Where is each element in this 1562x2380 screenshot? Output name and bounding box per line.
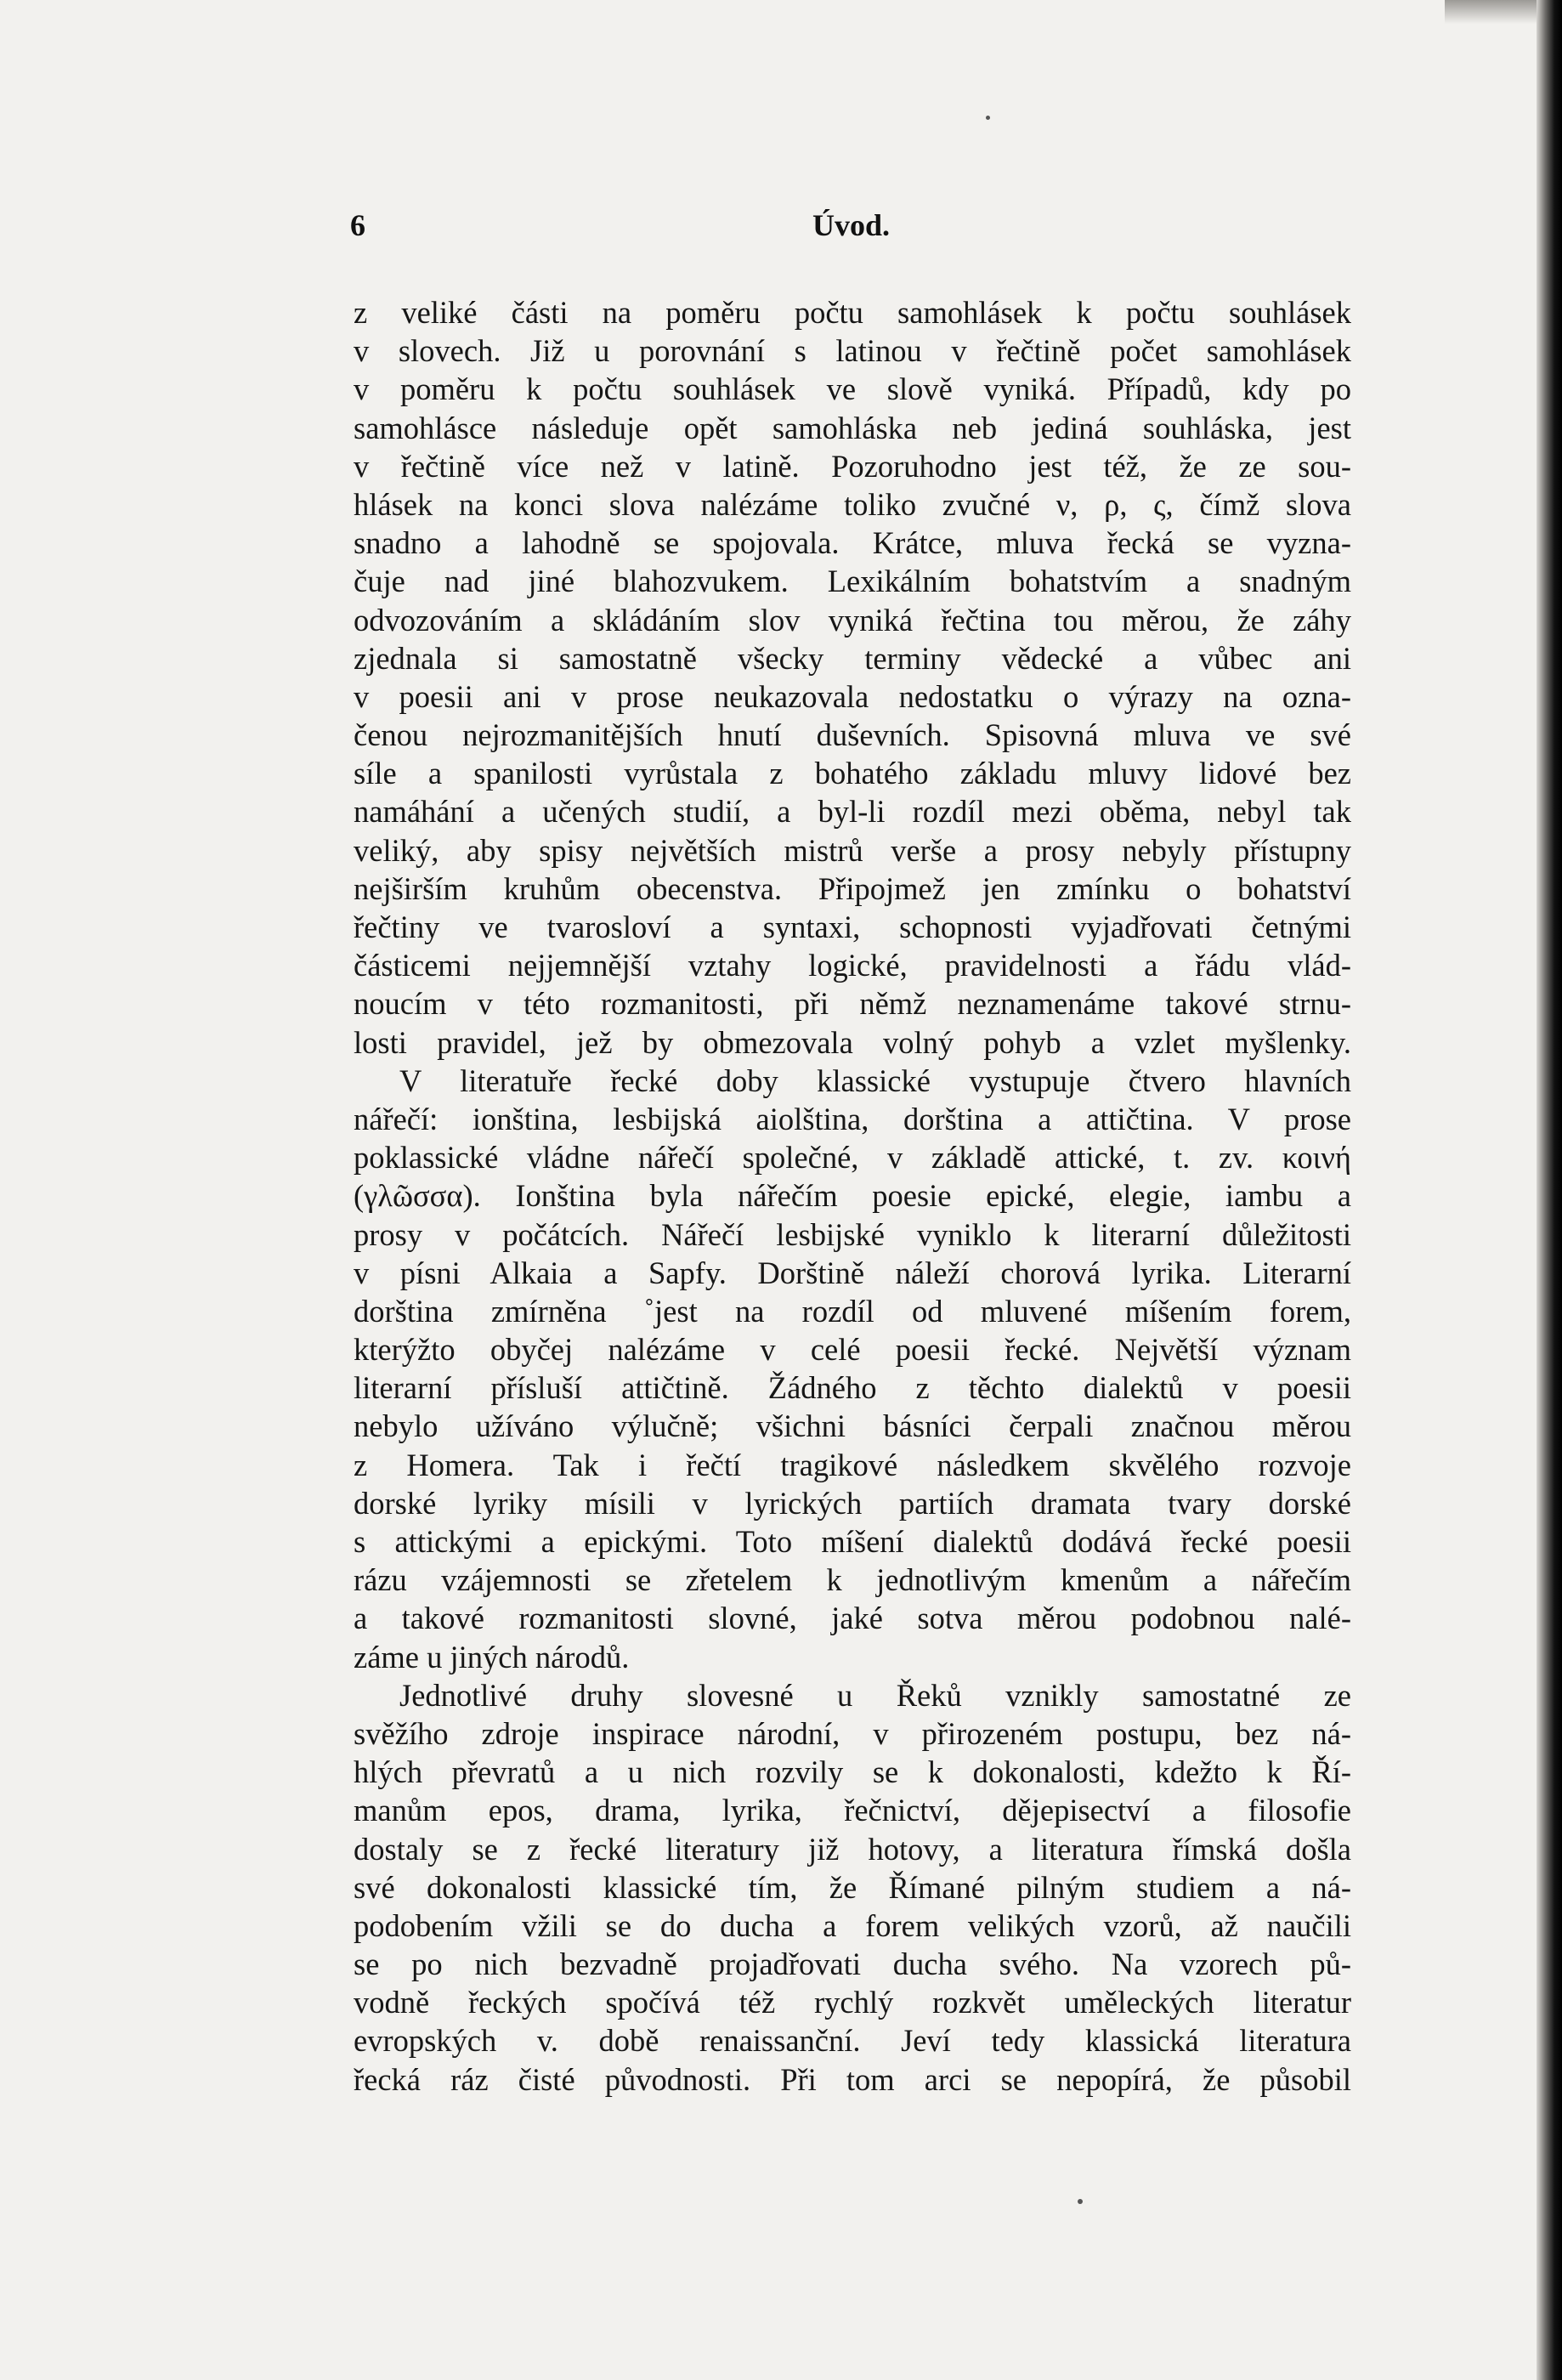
text-line: čuje nad jiné blahozvukem. Lexikálním bohatstvím a snadným: [354, 564, 1351, 599]
text-line: řecká ráz čisté původnosti. Při tom arci se nepopírá, že působil: [354, 2061, 1351, 2097]
text-line: nebylo užíváno výlučně; všichni básníci čerpali značnou měrou: [354, 1408, 1351, 1444]
text-line: losti pravidel, jež by obmezovala volný pohyb a vzlet myšlenky.: [354, 1024, 1351, 1060]
dust-speck: [986, 116, 990, 120]
page-edge-shadow: [1537, 0, 1562, 2380]
text-line: samohlásce následuje opět samohláska neb jediná souhláska, jest: [354, 410, 1351, 445]
text-line: nářečí: ionština, lesbijská aiolština, dorština a attičtina. V prose: [354, 1101, 1351, 1136]
body-text: [354, 293, 1351, 2099]
running-head: Úvod.: [812, 208, 891, 242]
text-line: částicemi nejjemnější vztahy logické, pravidelnosti a řádu vlád-: [354, 948, 1351, 983]
text-line: svěžího zdroje inspirace národní, v přirozeném postupu, bez ná-: [354, 1715, 1351, 1751]
text-line: nejširším kruhům obecenstva. Připojmež jen zmínku o bohatství: [354, 870, 1351, 906]
text-line: řečtiny ve tvarosloví a syntaxi, schopnosti vyjadřovati četnými: [354, 910, 1351, 944]
text-line: dostaly se z řecké literatury již hotovy, a literatura římská došla: [354, 1831, 1351, 1867]
text-line: z Homera. Tak i řečtí tragikové následkem skvělého rozvoje: [354, 1447, 1351, 1482]
text-line: rázu vzájemnosti se zřetelem k jednotlivým kmenům a nářečím: [354, 1562, 1351, 1598]
text-line: hlásek na konci slova nalézáme toliko zvučné ν, ρ, ς, čímž slova: [354, 486, 1351, 522]
text-line: z veliké části na poměru počtu samohlásek k počtu souhlásek: [354, 295, 1351, 330]
text-line: v poměru k počtu souhlásek ve slově vyniká. Případů, kdy po: [354, 371, 1351, 407]
text-line: poklassické vládne nářečí společné, v základě attické, t. zv. κοινή: [354, 1140, 1351, 1176]
text-line: Jednotlivé druhy slovesné u Řeků vznikly samostatné ze: [399, 1677, 1351, 1713]
text-line: s attickými a epickými. Toto míšení dialektů dodává řecké poesii: [354, 1524, 1351, 1559]
text-line: snadno a lahodně se spojovala. Krátce, mluva řecká se vyzna-: [354, 525, 1351, 561]
text-line: v poesii ani v prose neukazovala nedostatku o výrazy na ozna-: [354, 678, 1351, 714]
text-line: veliký, aby spisy největších mistrů verše a prosy nebyly přístupny: [354, 832, 1351, 868]
text-line: zjednala si samostatně všecky terminy vědecké a vůbec ani: [354, 640, 1351, 676]
text-line: se po nich bezvadně projadřovati ducha svého. Na vzorech pů-: [354, 1946, 1351, 1982]
text-line: v řečtině více než v latině. Pozoruhodno jest též, že ze sou-: [354, 448, 1351, 484]
text-line: evropských v. době renaissanční. Jeví tedy klassická literatura: [354, 2023, 1351, 2059]
text-line: dorština zmírněna ˚jest na rozdíl od mluvené míšením forem,: [354, 1293, 1351, 1329]
text-line: prosy v počátcích. Nářečí lesbijské vyniklo k literarní důležitosti: [354, 1216, 1351, 1252]
paragraph-3: [354, 1676, 1351, 2099]
text-line: manům epos, drama, lyrika, řečnictví, dějepisectví a filosofie: [354, 1793, 1351, 1828]
text-line: čenou nejrozmanitějších hnutí duševních. Spisovná mluva ve své: [354, 717, 1351, 753]
text-line: kterýžto obyčej nalézáme v celé poesii řecké. Největší význam: [354, 1332, 1351, 1368]
dust-speck: [1078, 2199, 1083, 2204]
text-line: namáhání a učených studií, a byl-li rozdíl mezi oběma, nebyl tak: [354, 794, 1351, 830]
text-line: podobením vžili se do ducha a forem velikých vzorů, až naučili: [354, 1907, 1351, 1943]
text-line: literarní přísluší attičtině. Žádného z těchto dialektů v poesii: [354, 1370, 1351, 1406]
text-line: (γλῶσσα). Ionština byla nářečím poesie epické, elegie, iambu a: [354, 1178, 1351, 1214]
text-line: záme u jiných národů.: [354, 1639, 630, 1674]
text-line: a takové rozmanitosti slovné, jaké sotva měrou podobnou nalé-: [354, 1601, 1351, 1636]
text-line: dorské lyriky mísili v lyrických partiích dramata tvary dorské: [354, 1485, 1351, 1521]
text-line: vodně řeckých spočívá též rychlý rozkvět uměleckých literatur: [354, 1985, 1351, 2020]
text-line: své dokonalosti klassické tím, že Římané pilným studiem a ná-: [354, 1869, 1351, 1905]
page-number: 6: [350, 208, 365, 242]
text-line: odvozováním a skládáním slov vyniká řečtina tou měrou, že záhy: [354, 602, 1351, 638]
paragraph-1: [354, 293, 1351, 1062]
text-line: v písni Alkaia a Sapfy. Dorštině náleží chorová lyrika. Literarní: [354, 1255, 1351, 1290]
text-line: hlých převratů a u nich rozvily se k dokonalosti, kdežto k Ří-: [354, 1754, 1351, 1790]
text-line: v slovech. Již u porovnání s latinou v řečtině počet samohlásek: [354, 333, 1351, 369]
text-line: noucím v této rozmanitosti, při němž neznamenáme takové strnu-: [354, 986, 1351, 1022]
text-line: V literatuře řecké doby klassické vystupuje čtvero hlavních: [399, 1062, 1351, 1098]
page-header: [350, 207, 1353, 250]
page-corner-shadow: [1445, 0, 1538, 24]
paragraph-2: [354, 1062, 1351, 1676]
text-line: síle a spanilosti vyrůstala z bohatého základu mluvy lidové bez: [354, 756, 1351, 791]
